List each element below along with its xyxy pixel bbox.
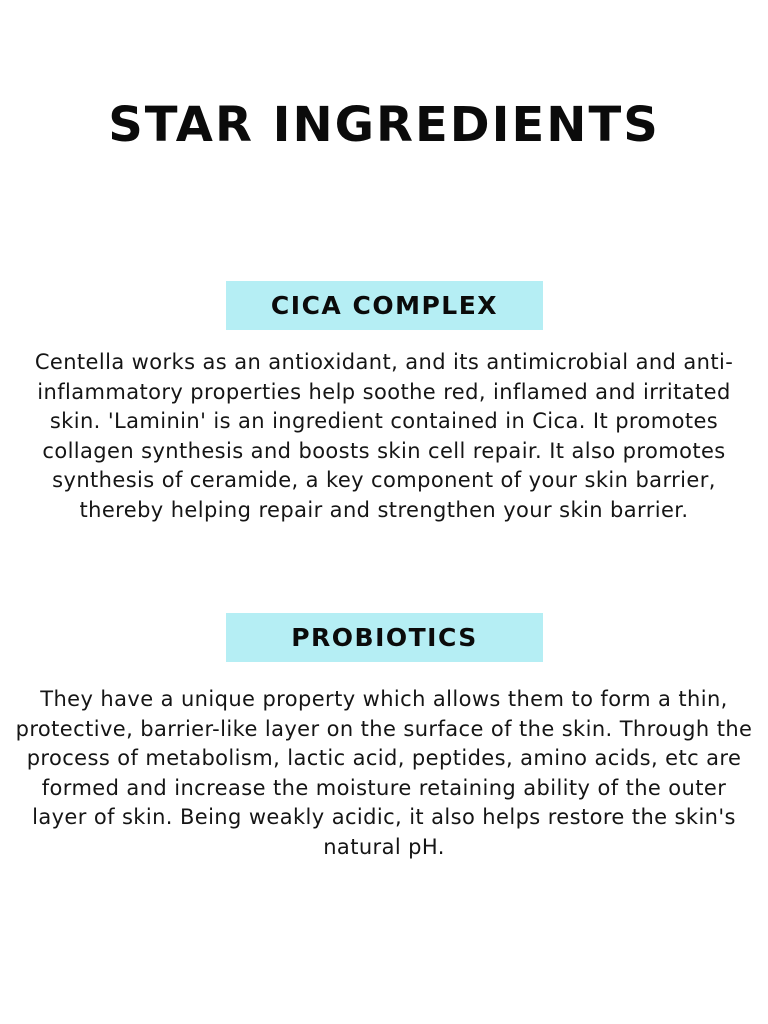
probiotics-heading: PROBIOTICS xyxy=(226,613,543,662)
page-title: STAR INGREDIENTS xyxy=(108,97,660,153)
cica-complex-description: Centella works as an antioxidant, and its antimicrobial and anti-inflammatory properties help soothe red, inflamed and irritated skin. 'Laminin' is an ingredient contained in Cica. It promotes collagen synthesis and boosts skin cell repair. It also promotes synthesis of ceramide, a key component of your skin barrier, thereby helping repair and strengthen your skin barrier. xyxy=(34,350,734,522)
probiotics-description: They have a unique property which allows them to form a thin, protective, barrier-like layer on the surface of the skin. Through the process of metabolism, lactic acid, peptides, amino acids, etc are formed and increase the moisture retaining ability of the outer layer of skin. Being weakly acidic, it also helps restore the skin's natural pH. xyxy=(15,687,753,859)
cica-complex-heading: CICA COMPLEX xyxy=(226,281,543,330)
